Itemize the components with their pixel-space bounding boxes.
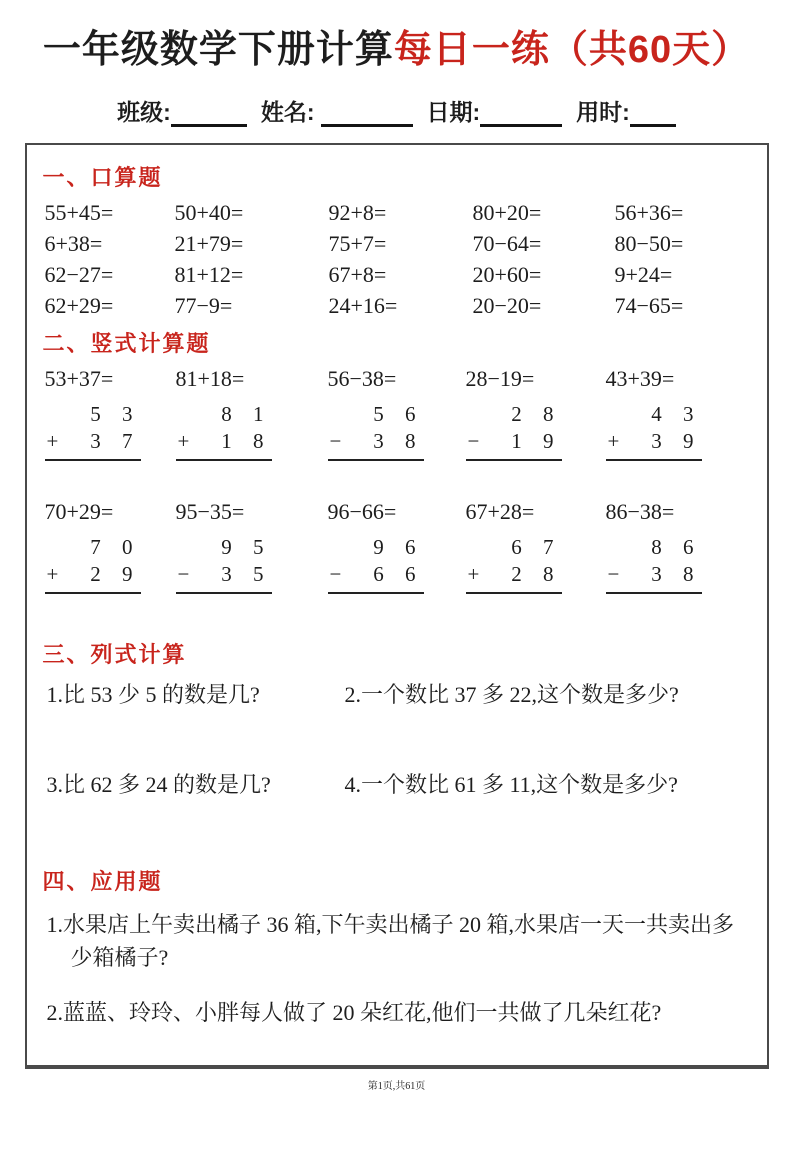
time-label: 用时:	[576, 98, 630, 125]
operator-sign: −	[329, 561, 342, 586]
oral-problem: 70−64=	[472, 230, 542, 256]
vertical-bottom-number: 1 9	[511, 428, 554, 453]
vertical-operator-row	[328, 561, 424, 594]
oral-problem: 56+36=	[614, 199, 684, 225]
vertical-problem	[606, 499, 751, 594]
vertical-row-1	[45, 366, 751, 461]
word-problem: 1.水果店上午卖出橘子 36 箱,下午卖出橘子 20 箱,水果店一天一共卖出多少箱橘子?	[46, 911, 735, 970]
operator-sign: +	[46, 561, 59, 586]
operator-sign: −	[467, 428, 480, 453]
page-title-red: 每日一练（共60天）	[393, 29, 751, 71]
vertical-workspace	[606, 400, 702, 461]
oral-problem: 20−20=	[472, 292, 542, 318]
vertical-equation: 56−38=	[327, 365, 397, 391]
oral-problem: 67+8=	[328, 261, 387, 287]
vertical-workspace	[45, 400, 141, 461]
oral-problem: 77−9=	[174, 292, 233, 318]
vertical-equation: 43+39=	[605, 365, 675, 391]
section-heading-oral: 一、口算题	[42, 164, 163, 190]
vertical-bottom-number: 3 8	[651, 561, 694, 586]
oral-problem: 62+29=	[44, 292, 114, 318]
oral-problem: 50+40=	[174, 199, 244, 225]
oral-problem: 81+12=	[174, 261, 244, 287]
time-field	[576, 94, 676, 127]
vertical-problem	[466, 499, 606, 594]
page-title-black: 一年级数学下册计算	[42, 29, 394, 71]
section-heading-equations: 三、列式计算	[42, 641, 187, 667]
equation-problem: 4.一个数比 61 多 11,这个数是多少?	[344, 771, 678, 797]
vertical-equation: 95−35=	[175, 498, 245, 524]
vertical-problem	[328, 499, 466, 594]
oral-problem: 92+8=	[328, 199, 387, 225]
equation-problems-row-2	[47, 771, 751, 799]
vertical-bottom-number: 6 6	[373, 561, 416, 586]
page-title	[0, 28, 793, 74]
worksheet-frame	[25, 143, 769, 1069]
vertical-operator-row	[45, 428, 141, 461]
vertical-problem	[328, 366, 466, 461]
oral-problem: 80−50=	[614, 230, 684, 256]
vertical-equation: 86−38=	[605, 498, 675, 524]
vertical-problem	[176, 499, 328, 594]
vertical-top-number: 5 3	[90, 401, 133, 426]
vertical-bottom-number: 2 9	[90, 561, 133, 586]
time-blank-line	[630, 101, 676, 127]
vertical-problem	[606, 366, 751, 461]
operator-sign: −	[329, 428, 342, 453]
vertical-top-number: 5 6	[373, 401, 416, 426]
name-blank-line	[321, 101, 413, 127]
vertical-workspace	[466, 533, 562, 594]
operator-sign: −	[607, 561, 620, 586]
page-footer: 第1页,共61页	[367, 1080, 426, 1092]
vertical-problem	[45, 366, 176, 461]
vertical-equation: 81+18=	[175, 365, 245, 391]
vertical-workspace	[176, 533, 272, 594]
class-field	[117, 94, 247, 127]
vertical-workspace	[328, 400, 424, 461]
vertical-problem	[176, 366, 328, 461]
vertical-operator-row	[328, 428, 424, 461]
vertical-operator-row	[606, 561, 702, 594]
equation-problem: 3.比 62 多 24 的数是几?	[46, 771, 271, 797]
date-blank-line	[480, 101, 562, 127]
name-label: 姓名:	[260, 98, 315, 125]
oral-problem: 9+24=	[614, 261, 673, 287]
operator-sign: +	[177, 428, 190, 453]
vertical-row-2	[45, 499, 751, 594]
vertical-equation: 70+29=	[44, 498, 114, 524]
vertical-top-number: 6 7	[511, 534, 554, 559]
vertical-bottom-number: 3 5	[221, 561, 264, 586]
equation-problem: 2.一个数比 37 多 22,这个数是多少?	[344, 681, 679, 707]
section-heading-vertical: 二、竖式计算题	[42, 330, 211, 356]
vertical-workspace	[45, 533, 141, 594]
vertical-top-number: 4 3	[651, 401, 694, 426]
operator-sign: +	[467, 561, 480, 586]
vertical-equation: 67+28=	[465, 498, 535, 524]
vertical-equation: 28−19=	[465, 365, 535, 391]
operator-sign: −	[177, 561, 190, 586]
vertical-equation: 96−66=	[327, 498, 397, 524]
oral-problem: 55+45=	[44, 199, 114, 225]
vertical-top-number: 8 1	[221, 401, 264, 426]
oral-problem: 6+38=	[44, 230, 103, 256]
vertical-problem	[466, 366, 606, 461]
equation-problem: 1.比 53 少 5 的数是几?	[46, 681, 260, 707]
vertical-bottom-number: 3 7	[90, 428, 133, 453]
operator-sign: +	[607, 428, 620, 453]
vertical-bottom-number: 1 8	[221, 428, 264, 453]
vertical-operator-row	[45, 561, 141, 594]
vertical-operator-row	[606, 428, 702, 461]
operator-sign: +	[46, 428, 59, 453]
name-field	[261, 94, 413, 127]
oral-problem: 75+7=	[328, 230, 387, 256]
word-problem: 2.蓝蓝、玲玲、小胖每人做了 20 朵红花,他们一共做了几朵红花?	[46, 999, 662, 1025]
vertical-top-number: 7 0	[90, 534, 133, 559]
class-label: 班级:	[117, 98, 171, 125]
vertical-workspace	[606, 533, 702, 594]
class-blank-line	[171, 101, 247, 127]
vertical-top-number: 9 6	[373, 534, 416, 559]
vertical-workspace	[466, 400, 562, 461]
equation-problems-row-1	[47, 681, 751, 709]
vertical-top-number: 2 8	[511, 401, 554, 426]
section-heading-word-problems: 四、应用题	[42, 868, 163, 894]
vertical-operator-row	[176, 428, 272, 461]
vertical-bottom-number: 2 8	[511, 561, 554, 586]
vertical-bottom-number: 3 8	[373, 428, 416, 453]
vertical-operator-row	[176, 561, 272, 594]
vertical-top-number: 9 5	[221, 534, 264, 559]
oral-problem: 80+20=	[472, 199, 542, 225]
date-field	[427, 94, 563, 127]
vertical-bottom-number: 3 9	[651, 428, 694, 453]
oral-problem: 74−65=	[614, 292, 684, 318]
oral-problem: 20+60=	[472, 261, 542, 287]
date-label: 日期:	[426, 98, 481, 125]
oral-problem: 21+79=	[174, 230, 244, 256]
vertical-operator-row	[466, 428, 562, 461]
oral-problem: 62−27=	[44, 261, 114, 287]
vertical-workspace	[328, 533, 424, 594]
vertical-workspace	[176, 400, 272, 461]
vertical-equation: 53+37=	[44, 365, 114, 391]
header-fields	[0, 94, 793, 127]
vertical-operator-row	[466, 561, 562, 594]
vertical-top-number: 8 6	[651, 534, 694, 559]
vertical-problem	[45, 499, 176, 594]
oral-problem: 24+16=	[328, 292, 398, 318]
oral-problem-grid	[44, 199, 751, 318]
